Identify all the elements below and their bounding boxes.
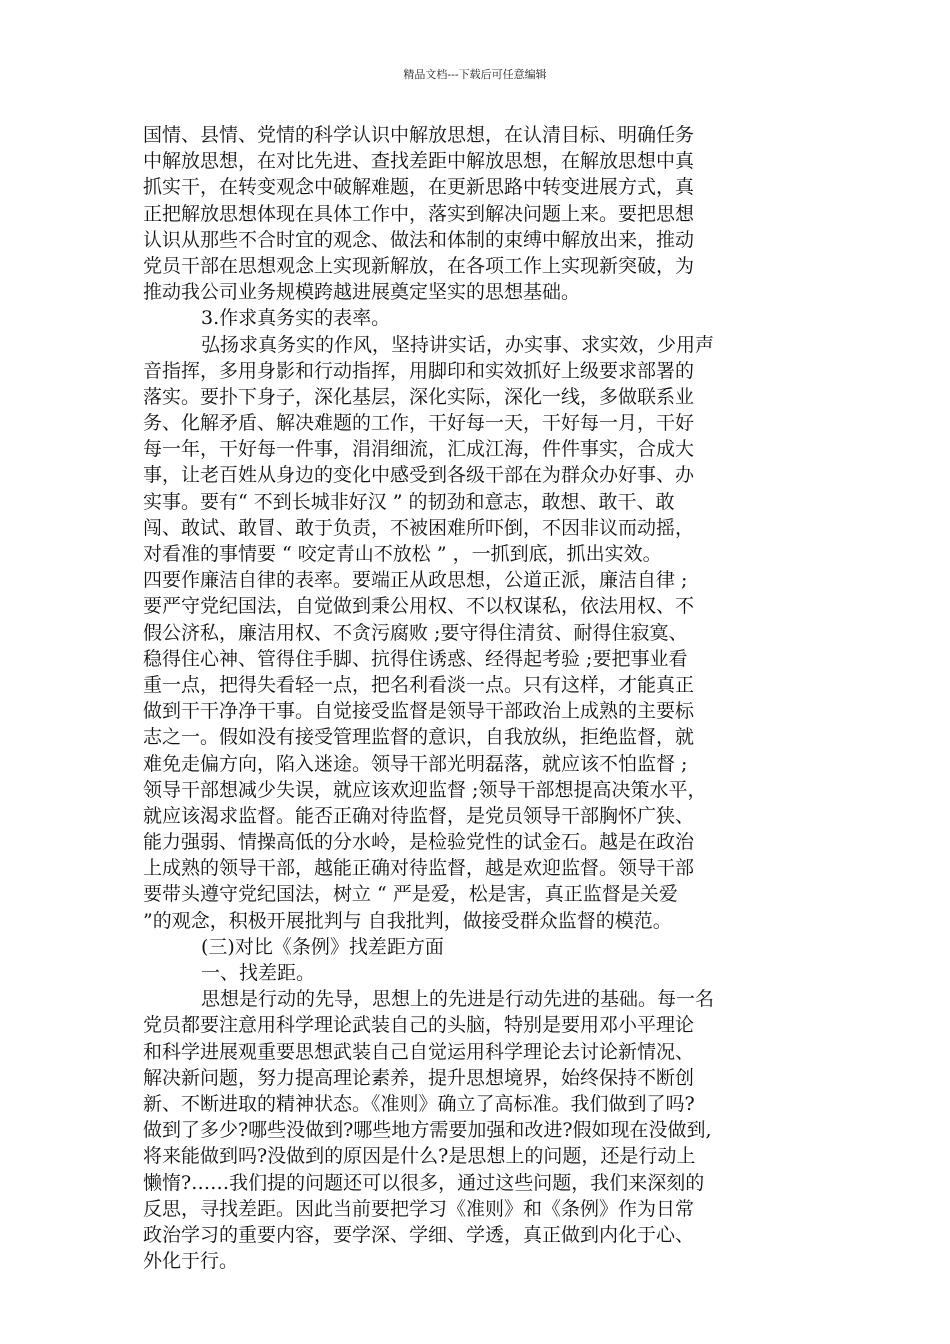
text-line: 能力强弱、情操高低的分水岭，是检验党性的试金石。越是在政治 (143, 831, 695, 854)
text-line: 假公济私，廉洁用权、不贪污腐败 ;要守得住清贫、耐得住寂寞、 (143, 621, 688, 644)
text-line: 做到干干净净干事。自觉接受监督是领导干部政治上成熟的主要标 (143, 700, 695, 723)
text-line: 上成熟的领导干部，越能正确对待监督，越是欢迎监督。领导干部 (143, 857, 695, 880)
text-line: 反思，寻找差距。因此当前要把学习《准则》和《条例》作为日常 (143, 1197, 695, 1220)
text-line: 一、找差距。 (201, 962, 316, 984)
text-line: (三)对比《条例》找差距方面 (201, 935, 444, 958)
text-line: 党员干部在思想观念上实现新解放，在各项工作上实现新突破，为 (143, 254, 695, 277)
page-header: 精品文档---下载后可任意编辑 (403, 68, 547, 81)
text-line: 认识从那些不合时宜的观念、做法和体制的束缚中解放出来，推动 (143, 228, 695, 251)
text-line: 要严守党纪国法，自觉做到秉公用权、不以权谋私，依法用权、不 (143, 595, 695, 618)
text-line: 实事。要有“ 不到长城非好汉 ” 的韧劲和意志，敢想、敢干、敢 (143, 490, 675, 513)
text-line: 外化于行。 (143, 1250, 239, 1273)
text-line: 对看准的事情要 “ 咬定青山不放松 ” ，一抓到底，抓出实效。 (143, 543, 662, 565)
text-line: 懒惰?……我们提的问题还可以很多，通过这些问题，我们来深刻的 (143, 1171, 705, 1194)
text-line: 就应该渴求监督。能否正确对待监督，是党员领导干部胸怀广狭、 (143, 804, 695, 827)
text-line: 稳得住心神、管得住手脚、抗得住诱惑、经得起考验 ;要把事业看 (143, 647, 688, 670)
text-line: 要带头遵守党纪国法，树立 “ 严是爱，松是害，真正监督是关爱 (143, 883, 678, 906)
text-line: 解决新问题，努力提高理论素养，提升思想境界，始终保持不断创 (143, 1066, 695, 1089)
text-line: 抓实干，在转变观念中破解难题，在更新思路中转变进展方式，真 (143, 176, 695, 199)
text-line: 中解放思想，在对比先进、查找差距中解放思想，在解放思想中真 (143, 150, 695, 173)
text-line: 每一年，干好每一件事，涓涓细流，汇成江海，件件事实，合成大 (143, 438, 695, 461)
text-line: 难免走偏方向，陷入迷途。领导干部光明磊落，就应该不怕监督 ; (143, 752, 688, 775)
text-line: 国情、县情、党情的科学认识中解放思想，在认清目标、明确任务 (143, 124, 695, 146)
text-line: 志之一。假如没有接受管理监督的意识，自我放纵，拒绝监督，就 (143, 726, 695, 749)
text-line: 音指挥，多用身影和行动指挥，用脚印和实效抓好上级要求部署的 (143, 359, 695, 382)
text-line: 思想是行动的先导，思想上的先进是行动先进的基础。每一名 (201, 988, 715, 1011)
text-line: ”的观念，积极开展批判与 自我批判，做接受群众监督的模范。 (143, 909, 672, 932)
text-line: 闯、敢试、敢冒、敢于负责，不被困难所吓倒，不因非议而动摇， (143, 516, 695, 539)
text-line: 政治学习的重要内容，要学深、学细、学透，真正做到内化于心、 (143, 1223, 695, 1246)
text-line: 重一点，把得失看轻一点，把名利看淡一点。只有这样，才能真正 (143, 673, 695, 696)
text-line: 新、不断进取的精神状态。《准则》确立了高标准。我们做到了吗? (143, 1092, 695, 1115)
text-line: 将来能做到吗?没做到的原因是什么?是思想上的问题，还是行动上 (143, 1145, 696, 1168)
text-line: 弘扬求真务实的作风，坚持讲实话，办实事、求实效，少用声 (201, 333, 715, 356)
text-line: 推动我公司业务规模跨越进展奠定坚实的思想基础。 (143, 281, 581, 304)
text-line: 领导干部想减少失误，就应该欢迎监督 ;领导干部想提高决策水平， (143, 778, 707, 801)
text-line: 事，让老百姓从身边的变化中感受到各级干部在为群众办好事、办 (143, 464, 695, 487)
text-line: 3.作求真务实的表率。 (201, 307, 391, 330)
text-line: 四要作廉洁自律的表率。要端正从政思想，公道正派，廉洁自律 ; (143, 569, 688, 592)
text-line: 落实。要扑下身子，深化基层，深化实际，深化一线，多做联系业 (143, 385, 695, 408)
text-line: 正把解放思想体现在具体工作中，落实到解决问题上来。要把思想 (143, 202, 695, 225)
text-line: 做到了多少?哪些没做到?哪些地方需要加强和改进?假如现在没做到, (143, 1119, 712, 1142)
document-body (143, 122, 813, 1274)
text-line: 和科学进展观重要思想武装自己自觉运用科学理论去讨论新情况、 (143, 1040, 695, 1063)
text-line: 务、化解矛盾、解决难题的工作，干好每一天，干好每一月，干好 (143, 412, 695, 435)
text-line: 党员都要注意用科学理论武装自己的头脑，特别是要用邓小平理论 (143, 1014, 695, 1037)
